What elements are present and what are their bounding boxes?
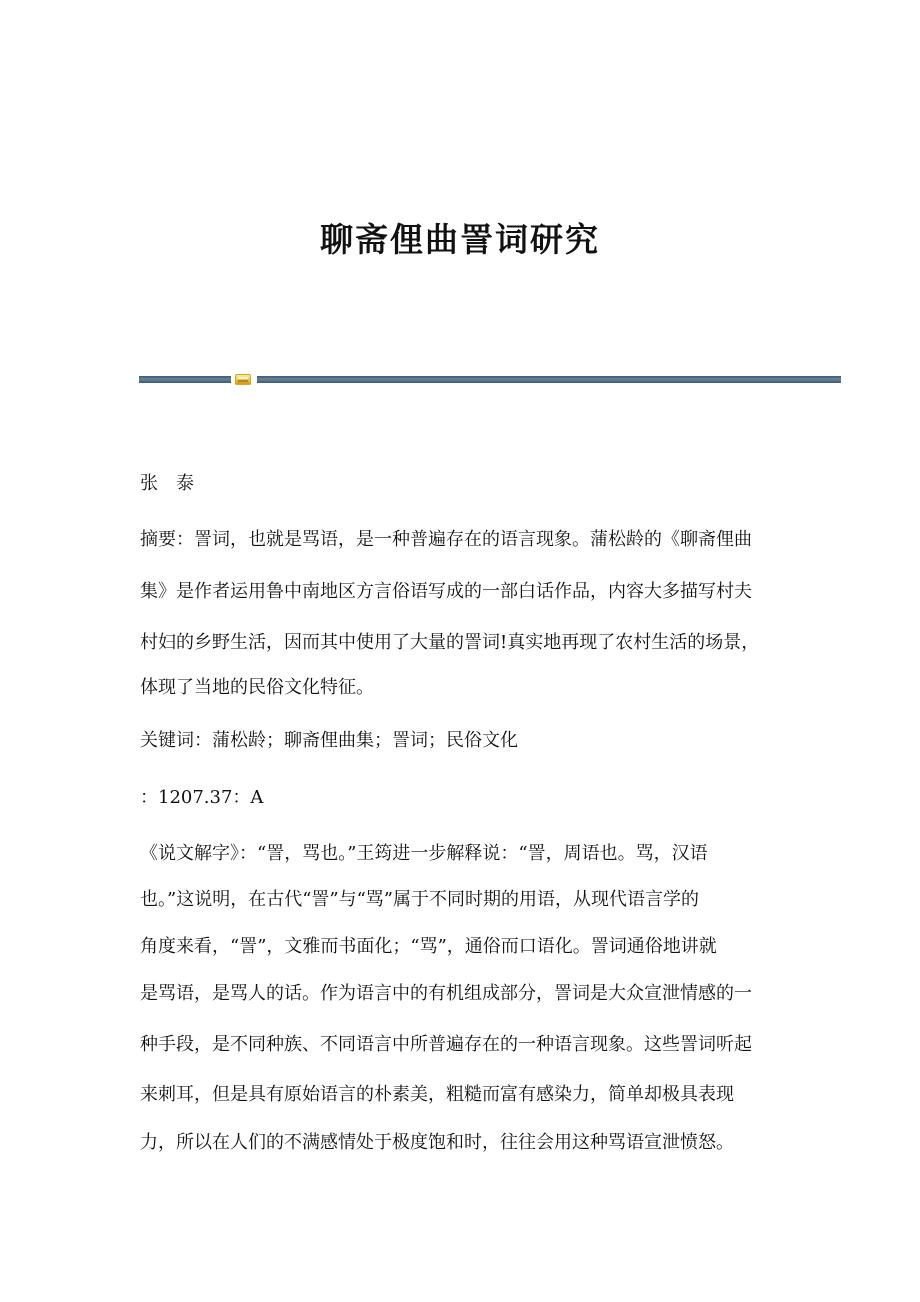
abstract-line: 摘要：詈词，也就是骂语，是一种普遍存在的语言现象。蒲松龄的《聊斋俚曲 [140,529,752,550]
keywords: 关键词：蒲松龄；聊斋俚曲集；詈词；民俗文化 [140,730,518,751]
body-line: 也。”这说明，在古代“詈”与“骂”属于不同时期的用语，从现代语言学的 [140,889,700,910]
abstract-line: 集》是作者运用鲁中南地区方言俗语写成的一部白话作品，内容大多描写村夫 [140,581,752,602]
body-line: 是骂语，是骂人的话。作为语言中的有机组成部分，詈词是大众宣泄情感的一 [140,983,752,1004]
classification-number: ：1207.37：A [140,787,264,808]
abstract-line: 体现了当地的民俗文化特征。 [140,677,374,698]
body-line: 力，所以在人们的不满感情处于极度饱和时，往往会用这种骂语宣泄愤怒。 [140,1132,734,1153]
body-line: 角度来看，“詈”，文雅而书面化；“骂”，通俗而口语化。詈词通俗地讲就 [140,936,717,957]
body-line: 来刺耳，但是具有原始语言的朴素美，粗糙而富有感染力，简单却极具表现 [140,1084,734,1105]
body-line: 种手段，是不同种族、不同语言中所普遍存在的一种语言现象。这些詈词听起 [140,1034,752,1055]
author-name: 张 泰 [140,473,194,494]
title-divider [139,374,841,385]
document-title: 聊斋俚曲詈词研究 [320,220,600,259]
divider-bar-right [257,376,841,383]
divider-ornament-icon [235,374,251,385]
abstract-line: 村妇的乡野生活，因而其中使用了大量的詈词!真实地再现了农村生活的场景， [140,632,760,653]
body-line: 《说文解字》：“詈，骂也。”王筠进一步解释说：“詈，周语也。骂，汉语 [140,843,708,864]
divider-bar-left [139,376,231,383]
